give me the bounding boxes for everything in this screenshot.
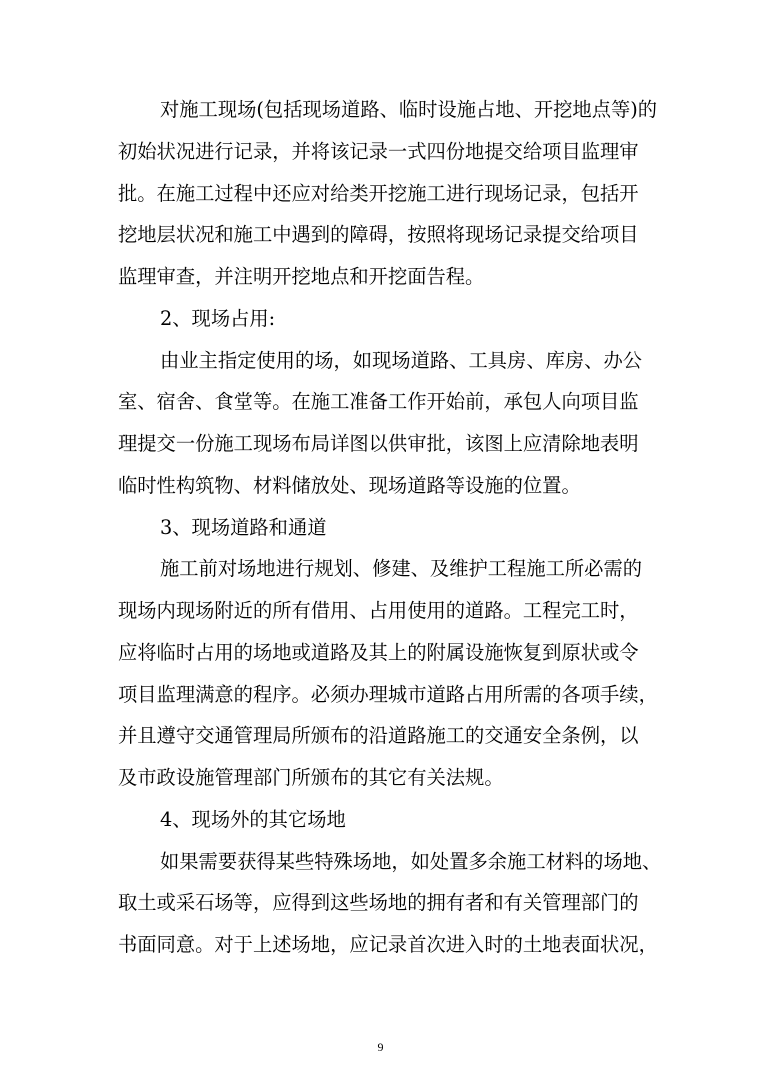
section-heading: 3、现场道路和通道 (160, 515, 327, 539)
section-heading: 4、现场外的其它场地 (160, 807, 346, 831)
paragraph-line: 取土或采石场等，应得到这些场地的拥有者和有关管理部门的 (118, 891, 639, 915)
paragraph-line: 挖地层状况和施工中遇到的障碍，按照将现场记录提交给项目 (118, 223, 639, 247)
section-heading: 2、现场占用: (160, 306, 276, 330)
paragraph-line: 并且遵守交通管理局所颁布的沿道路施工的交通安全条例，以 (118, 724, 639, 748)
paragraph-line: 项目监理满意的程序。必须办理城市道路占用所需的各项手续， (118, 682, 658, 706)
page-number: 9 (377, 1040, 384, 1054)
section-site-occupancy (118, 298, 658, 507)
paragraph-site-records (118, 89, 658, 298)
paragraph-line: 施工前对场地进行规划、修建、及维护工程施工所必需的 (160, 557, 643, 581)
paragraph-line: 对施工现场(包括现场道路、临时设施占地、开挖地点等)的 (160, 98, 658, 121)
paragraph-line: 及市政设施管理部门所颁布的其它有关法规。 (118, 766, 504, 789)
paragraph-line: 监理审查，并注明开挖地点和开挖面告程。 (118, 265, 485, 288)
paragraph-line: 批。在施工过程中还应对给类开挖施工进行现场记录，包括开 (118, 181, 639, 205)
paragraph-line: 书面同意。对于上述场地，应记录首次进入时的土地表面状况， (118, 933, 658, 956)
paragraph-line: 初始状况进行记录，并将该记录一式四份地提交给项目监理审 (118, 139, 639, 163)
document-body (118, 89, 662, 966)
paragraph-line: 现场内现场附近的所有借用、占用使用的道路。工程完工时， (118, 599, 639, 622)
paragraph-line: 临时性构筑物、材料储放处、现场道路等设施的位置。 (118, 473, 581, 497)
section-offsite-areas (118, 799, 662, 966)
paragraph-line: 如果需要获得某些特殊场地，如处置多余施工材料的场地、 (160, 849, 662, 873)
section-site-roads (118, 507, 658, 799)
paragraph-line: 应将临时占用的场地或道路及其上的附属设施恢复到原状或令 (118, 640, 639, 664)
paragraph-line: 理提交一份施工现场布局详图以供审批，该图上应清除地表明 (118, 432, 639, 455)
paragraph-line: 由业主指定使用的场，如现场道路、工具房、库房、办公 (160, 348, 643, 372)
paragraph-line: 室、宿舍、食堂等。在施工准备工作开始前，承包人向项目监 (118, 390, 639, 414)
